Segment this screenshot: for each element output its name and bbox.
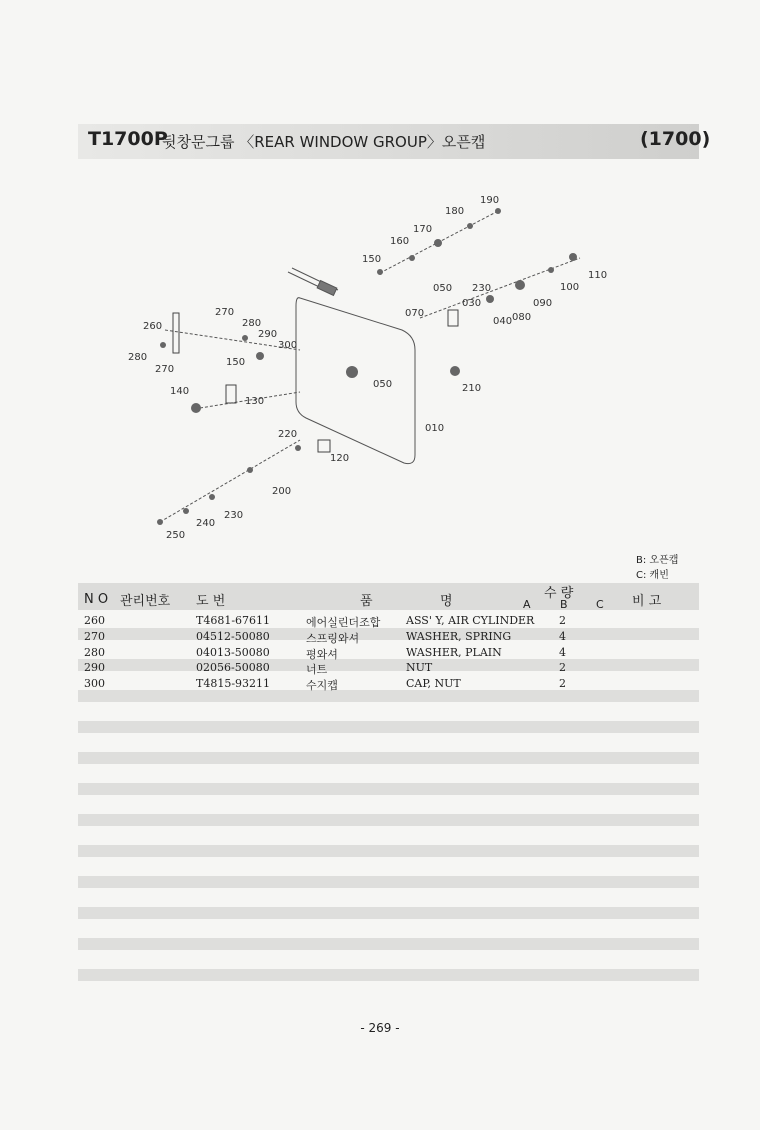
col-drawing-no: 도 번 — [196, 594, 226, 609]
callout-label: 230 — [472, 283, 492, 294]
callout-label: 130 — [245, 396, 265, 407]
legend-c: C: 캐빈 — [636, 570, 669, 581]
table-row: 300 T4815-93211 수지캡 CAP, NUT 2 — [84, 677, 566, 692]
col-remarks: 비 고 — [632, 594, 662, 609]
callout-label: 240 — [196, 518, 216, 529]
table-stripe — [78, 814, 699, 826]
callout-label: 040 — [493, 316, 513, 327]
callout-label: 110 — [588, 270, 608, 281]
table-stripe — [78, 938, 699, 950]
callout-label: 050 — [373, 379, 393, 390]
table-row: 290 02056-50080 너트 NUT 2 — [84, 661, 566, 676]
table-stripe — [78, 752, 699, 764]
callout-label: 250 — [166, 530, 186, 541]
callout-label: 120 — [330, 453, 350, 464]
table-stripe — [78, 721, 699, 733]
callout-label: 220 — [278, 429, 298, 440]
callout-label: 030 — [462, 298, 482, 309]
table-stripe — [78, 845, 699, 857]
window-glass — [296, 298, 415, 464]
group-number: (1700) — [640, 128, 711, 150]
callout-label: 090 — [533, 298, 553, 309]
callout-label: 290 — [258, 329, 278, 340]
callout-label: 150 — [226, 357, 246, 368]
table-row: 280 04013-50080 평와셔 WASHER, PLAIN 4 — [84, 646, 566, 661]
callout-label: 080 — [512, 312, 532, 323]
table-row: 270 04512-50080 스프링와셔 WASHER, SPRING 4 — [84, 630, 566, 645]
callout-label: 270 — [215, 307, 235, 318]
callout-label: 010 — [425, 423, 445, 434]
callout-label: 280 — [128, 352, 148, 363]
page-title: 뒷창문그룹 〈REAR WINDOW GROUP〉오픈캡 — [162, 133, 486, 151]
col-name-a: 품 — [360, 594, 373, 609]
exploded-parts-diagram — [0, 0, 760, 560]
col-management-no: 관리번호 — [120, 594, 171, 609]
callout-label: 210 — [462, 383, 482, 394]
table-row: 260 T4681-67611 에어실린더조합 ASS' Y, AIR CYLINDER 2 — [84, 614, 566, 629]
callout-label: 270 — [155, 364, 175, 375]
legend-b: B: 오픈캡 — [636, 555, 679, 566]
model-code: T1700P — [88, 128, 168, 150]
callout-label: 150 — [362, 254, 382, 265]
col-qty-c: C — [596, 598, 604, 611]
callout-label: 160 — [390, 236, 410, 247]
callout-label: 180 — [445, 206, 465, 217]
table-stripe — [78, 876, 699, 888]
table-stripe — [78, 783, 699, 795]
table-stripe — [78, 907, 699, 919]
callout-label: 170 — [413, 224, 433, 235]
callout-label: 190 — [480, 195, 500, 206]
callout-label: 230 — [224, 510, 244, 521]
callout-label: 300 — [278, 340, 298, 351]
callout-label: 140 — [170, 386, 190, 397]
col-name-b: 명 — [440, 594, 453, 609]
table-stripe — [78, 969, 699, 981]
callout-label: 200 — [272, 486, 292, 497]
col-quantity: 수 량 — [544, 586, 574, 601]
callout-label: 280 — [242, 318, 262, 329]
page-number: - 269 - — [360, 1021, 400, 1035]
table-header — [78, 583, 699, 610]
col-qty-b: B — [560, 598, 568, 611]
callout-label: 260 — [143, 321, 163, 332]
callout-label: 070 — [405, 308, 425, 319]
callout-label: 100 — [560, 282, 580, 293]
col-qty-a: A — [523, 598, 531, 611]
callout-label: 050 — [433, 283, 453, 294]
col-no: N O — [84, 592, 109, 607]
